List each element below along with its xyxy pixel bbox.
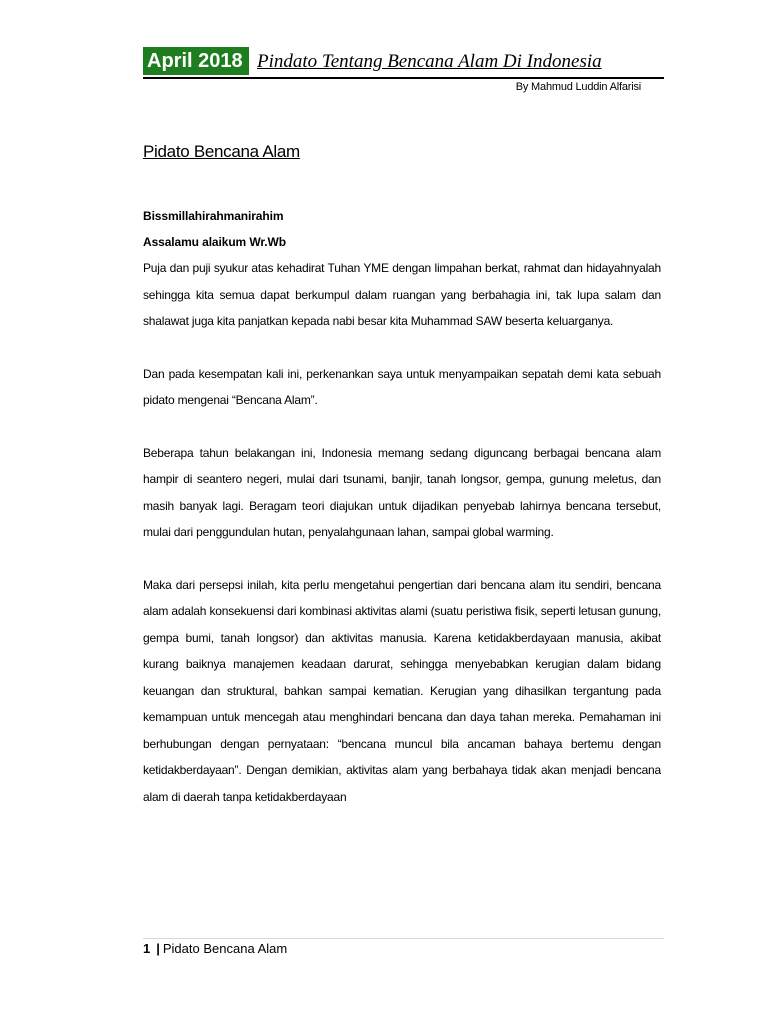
paragraph: Beberapa tahun belakangan ini, Indonesia memang sedang diguncang berbagai bencana alam hampir di seantero negeri, mulai dari tsunami, banjir, tanah longsor, gempa, gunung meletus, dan masih banyak lagi. Beragam teori diajukan untuk dijadikan penyebab lahirnya bencana tersebut, mulai dari penggundulan hutan, penyalahgunaan lahan, sampai global warming. bbox=[143, 445, 661, 539]
greeting-basmalah: Bissmillahirahmanirahim bbox=[143, 209, 284, 223]
paragraph: Puja dan puji syukur atas kehadirat Tuhan YME dengan limpahan berkat, rahmat dan hidayahnyalah sehingga kita semua dapat berkumpul dalam ruangan yang berbahagia ini, tak lupa salam dan shalawat juga kita panjatkan kepada nabi besar kita Muhammad SAW beserta keluarganya. bbox=[143, 261, 661, 328]
header-title: Pindato Tentang Bencana Alam Di Indonesia bbox=[257, 51, 602, 72]
page-number: 1 bbox=[143, 941, 151, 956]
footer-divider bbox=[143, 938, 664, 939]
paragraph: Maka dari persepsi inilah, kita perlu mengetahui pengertian dari bencana alam itu sendiri, bencana alam adalah konsekuensi dari kombinasi aktivitas alami (suatu peristiwa fisik, seperti letusan gunung, gempa bumi, tanah longsor) dan aktivitas manusia. Karena ketidakberdayaan manusia, akibat kurang baiknya manajemen keadaan darurat, sehingga menyebabkan kerugian dalam bidang keuangan dan struktural, bahkan sampai kematian. Kerugian yang dihasilkan tergantung pada kemampuan untuk mencegah atau menghindari bencana dan daya tahan mereka. Pemahaman ini berhubungan dengan pernyataan: “bencana muncul bila ancaman bahaya bertemu dengan ketidakberdayaan”. Dengan demikian, aktivitas alam yang berbahaya tidak akan menjadi bencana alam di daerah tanpa ketidakberdayaan bbox=[143, 577, 661, 804]
paragraph: Dan pada kesempatan kali ini, perkenankan saya untuk menyampaikan sepatah demi kata sebuah pidato mengenai “Bencana Alam”. bbox=[143, 366, 661, 407]
footer-label: Pidato Bencana Alam bbox=[162, 941, 288, 956]
greeting-salam: Assalamu alaikum Wr.Wb bbox=[143, 235, 286, 249]
page-footer bbox=[143, 940, 287, 958]
document-body bbox=[143, 140, 661, 836]
page-header bbox=[143, 47, 664, 79]
date-badge: April 2018 bbox=[143, 47, 249, 75]
document-heading: Pidato Bencana Alam bbox=[143, 142, 300, 161]
author-line: By Mahmud Luddin Alfarisi bbox=[515, 81, 641, 93]
footer-separator: | bbox=[156, 941, 160, 956]
